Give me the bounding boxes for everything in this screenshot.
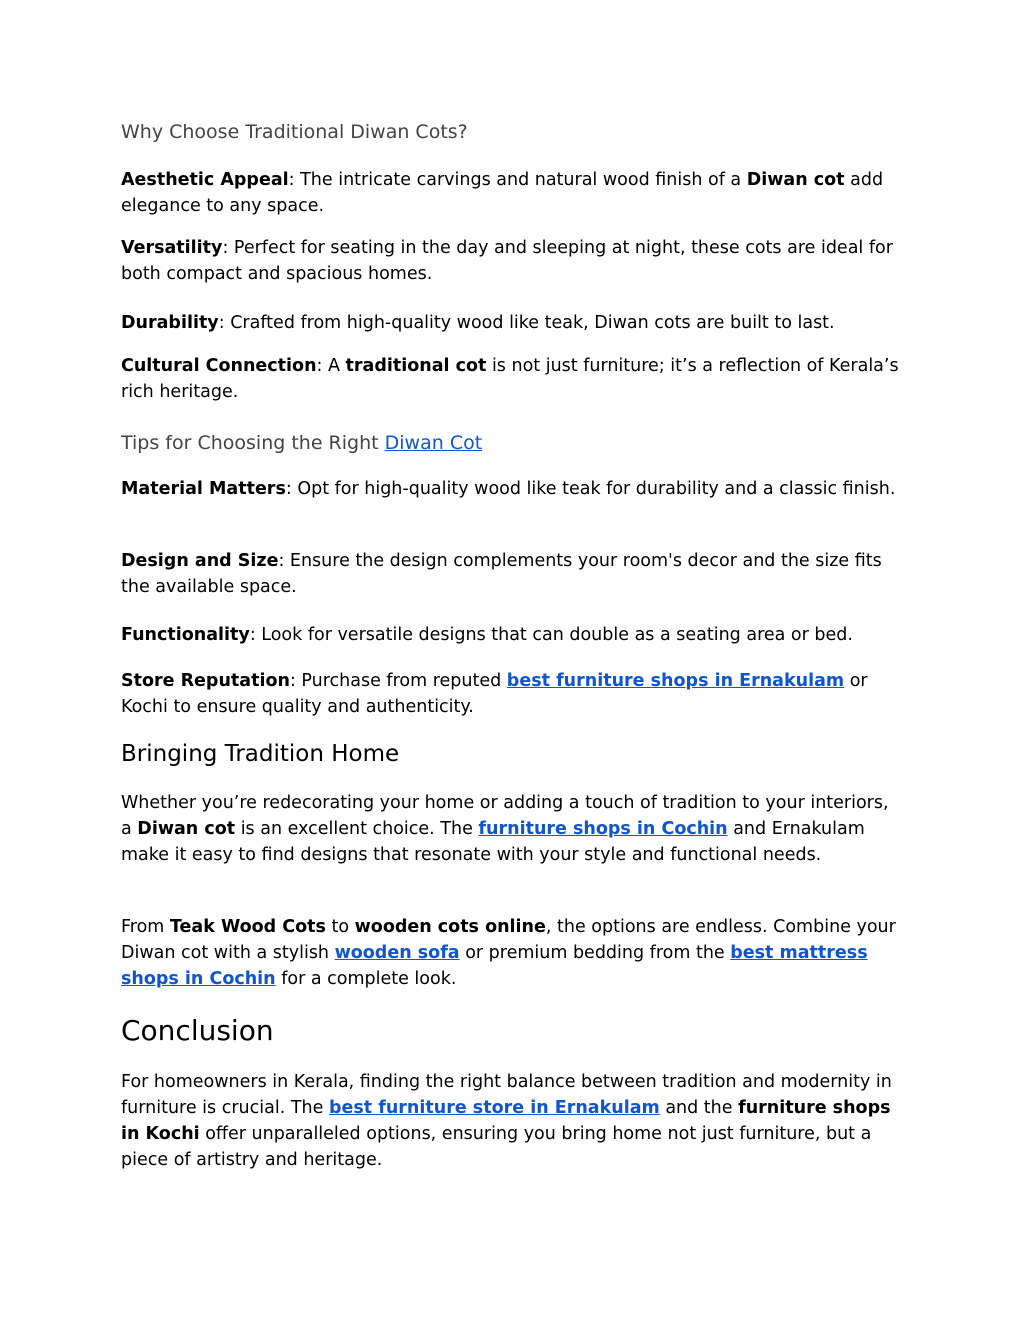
paragraph-conclusion: For homeowners in Kerala, finding the right balance between tradition and modernity in furniture is crucial. The best furniture store in Ernakulam and the furniture shops in Kochi offer unparalleled options, ensuring you bring home not just furniture, but a piece of artistry and heritage. [121,1072,892,1170]
paragraph-functionality: Functionality: Look for versatile designs that can double as a seating area or bed. [121,625,853,645]
term-durability: Durability [121,313,219,333]
heading-bringing-tradition-home: Bringing Tradition Home [121,741,400,767]
paragraph-bringing-1: Whether you’re redecorating your home or adding a touch of tradition to your interiors, a Diwan cot is an excellent choice. The furniture shops in Cochin and Ernakulam make it easy to find designs that resonate with your style and functional needs. [121,793,889,865]
paragraph-bringing-2: From Teak Wood Cots to wooden cots online, the options are endless. Combine your Diwan cot with a stylish wooden sofa or premium bedding from the best mattress shops in Cochin for a complete look. [121,917,896,989]
paragraph-store-reputation: Store Reputation: Purchase from reputed best furniture shops in Ernakulam or Kochi to ensure quality and authenticity. [121,671,868,717]
term-aesthetic-appeal: Aesthetic Appeal [121,170,289,190]
paragraph-aesthetic-appeal: Aesthetic Appeal: The intricate carvings and natural wood finish of a Diwan cot add elegance to any space. [121,170,884,216]
heading-tips: Tips for Choosing the Right Diwan Cot [121,432,483,454]
link-best-mattress-shops-cochin[interactable]: best mattress shops in Cochin [121,943,868,989]
paragraph-design-and-size: Design and Size: Ensure the design complements your room's decor and the size fits the available space. [121,551,882,597]
heading-conclusion: Conclusion [121,1014,274,1047]
link-wooden-sofa[interactable]: wooden sofa [334,943,460,963]
link-diwan-cot[interactable]: Diwan Cot [384,432,483,454]
link-furniture-shops-cochin[interactable]: furniture shops in Cochin [478,819,728,839]
term-versatility: Versatility [121,238,223,258]
heading-why-choose: Why Choose Traditional Diwan Cots? [121,121,468,143]
paragraph-material-matters: Material Matters: Opt for high-quality wood like teak for durability and a classic finish. [121,479,896,499]
link-best-furniture-store-ernakulam[interactable]: best furniture store in Ernakulam [328,1098,660,1118]
term-design-and-size: Design and Size [121,551,279,571]
term-material-matters: Material Matters [121,479,286,499]
paragraph-versatility: Versatility: Perfect for seating in the day and sleeping at night, these cots are ideal for both compact and spacious homes. [121,238,893,284]
term-cultural-connection: Cultural Connection [121,356,317,376]
paragraph-durability: Durability: Crafted from high-quality wood like teak, Diwan cots are built to last. [121,313,835,333]
term-functionality: Functionality [121,625,250,645]
link-best-furniture-shops-ernakulam[interactable]: best furniture shops in Ernakulam [506,671,845,691]
term-store-reputation: Store Reputation [121,671,290,691]
paragraph-cultural-connection: Cultural Connection: A traditional cot is not just furniture; it’s a reflection of Kerala’s rich heritage. [121,356,899,402]
